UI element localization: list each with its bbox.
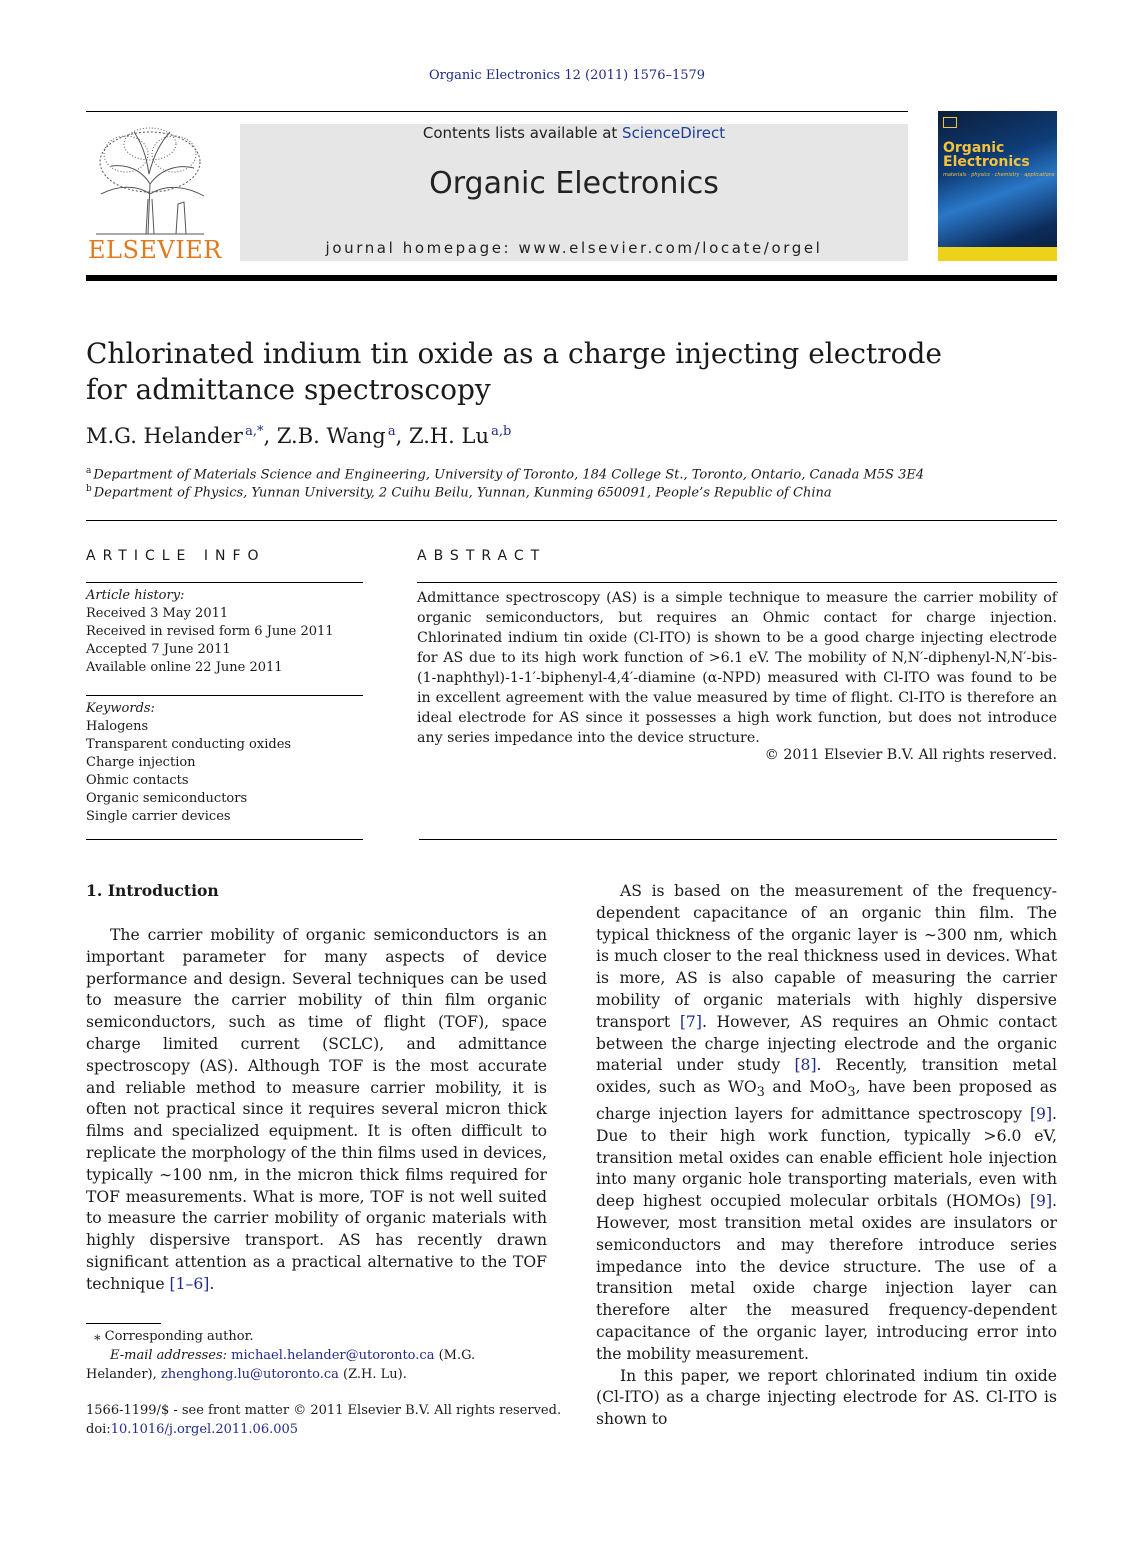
keywords bbox=[86, 700, 363, 826]
body-paragraph: The carrier mobility of organic semiconductors is an important parameter for many aspects of device performance and design. Several techniques can be used to measure the carrier mobility of thin film organic semiconductors, such as time of flight (TOF), space charge limited current (SCLC), and admittance spectroscopy (AS). Although TOF is the most accurate and reliable method to measure carrier mobility, it is often not practical since it requires several micron thick films and specialized equipment. It is often difficult to replicate the morphology of the thin films used in devices, typically ∼100 nm, in the micron thick films required for TOF measurements. What is more, TOF is not well suited to measure the carrier mobility of organic materials with highly dispersive transport. AS has recently drawn significant attention as a practical alternative to the TOF technique [1–6]. bbox=[86, 926, 547, 1293]
keyword: Transparent conducting oxides bbox=[86, 737, 292, 752]
article-info-heading: ARTICLE INFO bbox=[86, 548, 266, 564]
elsevier-logo bbox=[86, 124, 222, 264]
body-paragraph: AS is based on the measurement of the frequency-dependent capacitance of an organic thin film. The typical thickness of the organic layer is ∼300 nm, which is much closer to the real thickness used in devices. What is more, AS is also capable of measuring the carrier mobility of organic materials with highly dispersive transport [7]. However, AS requires an Ohmic contact between the charge injecting electrode and the organic material under study [8]. Recently, transition metal oxides, such as $WO_3$ and MoO$_3$, have been proposed as charge injection layers for admittance spectroscopy [9]. Due to their high work function, typically >6.0 eV, transition metal oxides can enable efficient hole injection into many organic hole transporting materials, even with deep highest occupied molecular orbitals (HOMOs) [9]. However, most transition metal oxides are insulators or semiconductors and may therefore introduce series impedance into the device structure. The use of a transition metal oxide charge injection layer can therefore alter the measured frequency-dependent capacitance of the organic layer, introducing error into the mobility measurement. bbox=[596, 882, 1057, 1363]
author-name: Z.H. Lu bbox=[408, 424, 490, 448]
citation-link[interactable]: [7] bbox=[679, 1012, 702, 1031]
keywords-label: Keywords: bbox=[86, 701, 155, 716]
history-item: Received in revised form 6 June 2011 bbox=[86, 624, 334, 639]
abstract-rule bbox=[417, 582, 1057, 583]
issn-line: 1566-1199/$ - see front matter © 2011 Elsevier B.V. All rights reserved. bbox=[86, 1403, 562, 1418]
footnotes bbox=[86, 1327, 547, 1384]
abstract-bottom-rule bbox=[419, 839, 1057, 840]
header-rule bbox=[86, 111, 908, 112]
section-heading-introduction: 1. Introduction bbox=[86, 881, 219, 900]
author-name: M.G. Helander bbox=[86, 424, 243, 448]
citation-link[interactable]: [8] bbox=[794, 1056, 817, 1075]
history-label: Article history: bbox=[86, 588, 185, 603]
journal-name: Organic Electronics bbox=[429, 166, 719, 201]
body-column-right bbox=[596, 881, 1057, 1431]
contents-line bbox=[240, 124, 908, 142]
citation-link[interactable]: [9] bbox=[1029, 1192, 1053, 1211]
citation-link[interactable]: [1–6] bbox=[169, 1274, 210, 1293]
article-info-rule bbox=[86, 582, 363, 583]
keyword: Ohmic contacts bbox=[86, 773, 189, 788]
abstract-text: Admittance spectroscopy (AS) is a simple technique to measure the carrier mobility of organic semiconductors, but requires an Ohmic contact for charge injection. Chlorinated indium tin oxide (Cl-ITO) is shown to be a good charge injecting electrode for AS due to its high work function of >6.1 eV. The mobility of N,N′-diphenyl-N,N′-bis-(1-naphthyl)-1-1′-biphenyl-4,4′-diamine (α-NPD) measured with Cl-ITO was found to be in excellent agreement with the value measured by time of flight. Cl-ITO is therefore an ideal electrode for AS since it possesses a high work function, but does not introduce any series impedance into the device structure. bbox=[417, 590, 1057, 746]
affiliation-b: $^b$ Department of Physics, Yunnan University, 2 Cuihu Beilu, Yunnan, Kunming 650091, People’s Republic of China bbox=[86, 484, 832, 501]
doi-link[interactable]: 10.1016/j.orgel.2011.06.005 bbox=[110, 1422, 299, 1437]
cover-title: Organic Electronics bbox=[943, 140, 1030, 170]
history-item: Accepted 7 June 2011 bbox=[86, 642, 231, 657]
body-paragraph: In this paper, we report chlorinated indium tin oxide (Cl-ITO) as a charge injecting electrode for AS. Cl-ITO is shown to bbox=[596, 1366, 1057, 1429]
history-item: Available online 22 June 2011 bbox=[86, 660, 283, 675]
cover-badge-icon bbox=[943, 117, 957, 128]
author-name: Z.B. Wang bbox=[276, 424, 386, 448]
keyword: Halogens bbox=[86, 719, 149, 734]
abstract-copyright: © 2011 Elsevier B.V. All rights reserved. bbox=[764, 747, 1057, 763]
corresponding-author-note: ⁎ Corresponding author. bbox=[94, 1329, 254, 1344]
header-thick-rule bbox=[86, 275, 1057, 281]
author-list: M.G. Helander $^{a,*}$, Z.B. Wang $^a$, Z.H. Lu $^{a,b}$ bbox=[86, 424, 512, 448]
contents-prefix: Contents lists available at bbox=[422, 124, 623, 142]
cover-subtitle: materials · physics · chemistry · applications bbox=[943, 172, 1055, 178]
journal-cover bbox=[938, 111, 1057, 261]
journal-citation[interactable]: Organic Electronics 12 (2011) 1576–1579 bbox=[428, 68, 706, 83]
affiliation-a: $^a$ Department of Materials Science and Engineering, University of Toronto, 184 College St., Toronto, Ontario, Canada M5S 3E4 bbox=[86, 466, 925, 483]
article-title: Chlorinated indium tin oxide as a charge injecting electrode for admittance spectroscopy bbox=[86, 337, 942, 406]
affiliation-rule bbox=[86, 520, 1057, 521]
journal-homepage[interactable]: journal homepage: www.elsevier.com/locate/orgel bbox=[325, 239, 823, 257]
citation-link[interactable]: [9] bbox=[1029, 1105, 1053, 1124]
doi-line: doi:10.1016/j.orgel.2011.06.005 bbox=[86, 1422, 299, 1437]
cover-band bbox=[938, 247, 1057, 261]
keyword: Single carrier devices bbox=[86, 809, 231, 824]
keyword: Charge injection bbox=[86, 755, 196, 770]
footnote-rule bbox=[86, 1323, 161, 1324]
abstract-heading: ABSTRACT bbox=[417, 548, 547, 564]
sciencedirect-link[interactable]: ScienceDirect bbox=[622, 124, 726, 142]
email-addresses: E-mail addresses: michael.helander@utoronto.ca (M.G. Helander), zhenghong.lu@utoronto.ca (Z.H. Lu). bbox=[86, 1348, 476, 1382]
elsevier-wordmark: ELSEVIER bbox=[88, 236, 222, 264]
elsevier-tree-icon bbox=[86, 124, 214, 236]
keywords-rule bbox=[86, 695, 363, 696]
article-history bbox=[86, 587, 363, 677]
front-matter bbox=[86, 1401, 586, 1439]
journal-banner bbox=[240, 124, 908, 261]
article-info-bottom-rule bbox=[86, 839, 363, 840]
history-item: Received 3 May 2011 bbox=[86, 606, 229, 621]
email-link[interactable]: michael.helander@utoronto.ca bbox=[231, 1348, 435, 1363]
author-affil-mark[interactable]: a,* bbox=[245, 424, 264, 439]
keyword: Organic semiconductors bbox=[86, 791, 248, 806]
email-link[interactable]: zhenghong.lu@utoronto.ca bbox=[160, 1367, 339, 1382]
author-affil-mark[interactable]: a bbox=[387, 424, 396, 439]
author-affil-mark[interactable]: a,b bbox=[491, 424, 512, 439]
body-column-left bbox=[86, 925, 547, 1296]
